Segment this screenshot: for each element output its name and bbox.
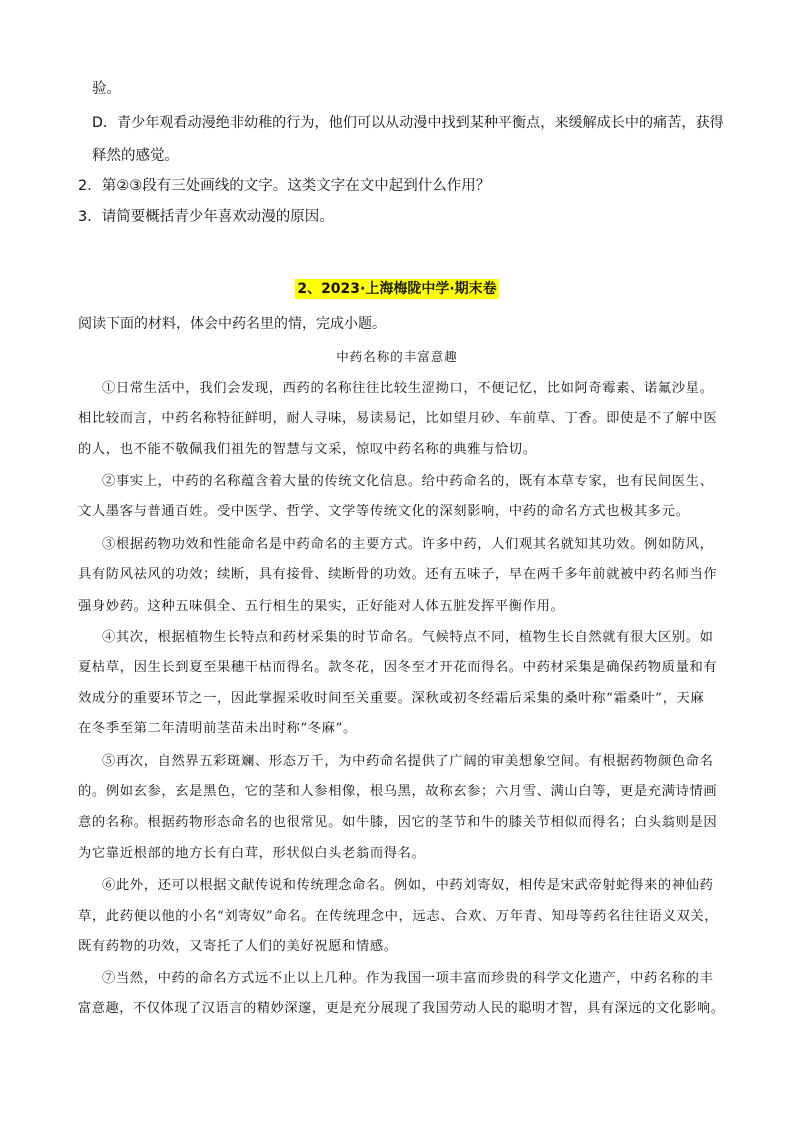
section-heading: 2、2023·上海梅陇中学·期末卷 [297,281,497,297]
paragraph-line: 在冬季至第二年清明前茎苗未出时称“冬麻”。 [78,721,357,736]
paragraph-line: ①日常生活中，我们会发现，西药的名称往往比较生涩拗口，不便记忆，比如阿奇霉素、诺氟沙星。 [102,381,714,396]
paragraph-line: ⑤再次，自然界五彩斑斓、形态万千，为中药命名提供了广阔的审美想象空间。有根据药物颜色命名 [102,754,714,769]
question-option-c-end: 验。 [92,81,121,97]
paragraph-line: 效成分的重要环节之一，因此掌握采收时间至关重要。深秋或初冬经霜后采集的桑叶称“霜桑叶”，天麻 [78,691,705,706]
paragraph-line: ⑦当然，中药的命名方式远不止以上几种。作为我国一项丰富而珍贵的科学文化遗产，中药名称的丰 [102,971,714,986]
paragraph-line: ③根据药物功效和性能命名是中药命名的主要方式。许多中药，人们观其名就知其功效。例如防风， [102,537,714,552]
paragraph-line: 相比较而言，中药名称特征鲜明，耐人寻味，易读易记，比如望月砂、车前草、丁香。即使是不了解中医 [78,411,718,426]
paragraph-line: 的。例如玄参，玄是黑色，它的茎和人参相像，根乌黑，故称玄参；六月雪、满山白等，更是充满诗情画 [78,784,718,799]
reading-instruction: 阅读下面的材料，体会中药名里的情，完成小题。 [78,316,386,332]
question-option-d: D．青少年观看动漫绝非幼稚的行为，他们可以从动漫中找到某种平衡点，来缓解成长中的痛苦，获得 [92,115,724,131]
paragraph-line: 文人墨客与普通百姓。受中医学、哲学、文学等传统文化的深刻影响，中药的命名方式也极其多元。 [78,504,690,519]
section-heading-row [0,278,794,299]
question-3: 3．请简要概括青少年喜欢动漫的原因。 [78,209,334,225]
question-option-d-cont: 释然的感觉。 [92,148,179,164]
paragraph-line: ⑥此外，还可以根据文献传说和传统理念命名。例如，中药刘寄奴，相传是宋武帝射蛇得来的神仙药 [102,878,714,893]
paragraph-line: ②事实上，中药的名称蕴含着大量的传统文化信息。给中药命名的，既有本草专家，也有民间医生、 [102,474,714,489]
article-title: 中药名称的丰富意趣 [336,349,458,364]
paragraph-line: 的人，也不能不敬佩我们祖先的智慧与文采，惊叹中药名称的典雅与恰切。 [78,442,537,457]
article-title-row [0,346,794,365]
paragraph-line: ④其次，根据植物生长特点和药材采集的时节命名。气候特点不同，植物生长自然就有很大区别。如 [102,630,714,645]
paragraph-line: 意的名称。根据药物形态命名的也很常见。如牛膝，因它的茎节和牛的膝关节相似而得名；白头翁则是因 [78,815,718,830]
paragraph-line: 强身妙药。这种五味俱全、五行相生的果实，正好能对人体五脏发挥平衡作用。 [78,599,565,614]
paragraph-line: 夏枯草，因生长到夏至果穗干枯而得名。款冬花，因冬至才开花而得名。中药材采集是确保药物质量和有 [78,660,718,675]
paragraph-line: 草，此药便以他的小名“刘寄奴”命名。在传统理念中，远志、合欢、万年青、知母等药名往往语义双关， [78,909,719,924]
paragraph-line: 既有药物的功效，又寄托了人们的美好祝愿和情感。 [78,939,398,954]
paragraph-line: 具有防风祛风的功效；续断，具有接骨、续断骨的功效。还有五味子，早在两千多年前就被中药名师当作 [78,567,718,582]
paragraph-line: 为它靠近根部的地方长有白茸，形状似白头老翁而得名。 [78,846,426,861]
question-2: 2．第②③段有三处画线的文字。这类文字在文中起到什么作用？ [78,178,491,194]
paragraph-line: 富意趣，不仅体现了汉语言的精妙深邃，更是充分展现了我国劳动人民的聪明才智，具有深远的文化影响。 [78,1001,725,1016]
